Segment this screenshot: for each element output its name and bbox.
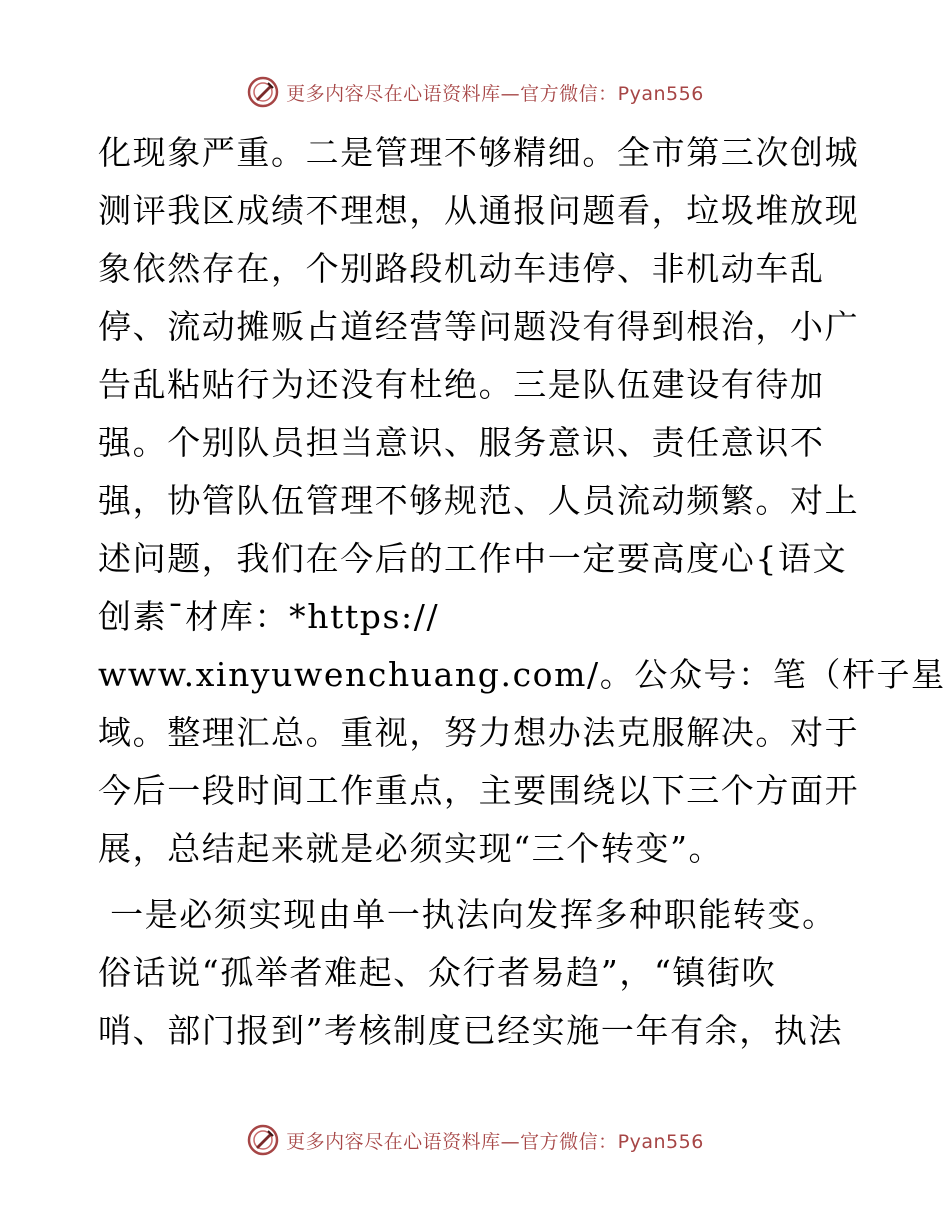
text-line: 象依然存在，个别路段机动车违停、非机动车乱 [98,249,825,288]
footer-banner-text: 更多内容尽在心语资料库—官方微信：Pyan556 [286,1130,704,1153]
seal-logo-icon [246,75,280,109]
text-line: 述问题，我们在今后的工作中一定要高度心{语文 [98,539,848,578]
text-line: 一是必须实现由单一执法向发挥多种职能转变。 [98,895,837,934]
footer-banner [0,1118,950,1162]
text-line: 停、流动摊贩占道经营等问题没有得到根治，小广 [98,307,860,346]
text-line: 创素¯材库：*https:// [98,597,440,636]
text-line: www.xinyuwenchuang.com/。公众号：笔（杆子星 [98,655,946,694]
text-line: 域。整理汇总。重视，努力想办法克服解决。对于 [98,713,860,752]
text-line: 强，协管队伍管理不够规范、人员流动频繁。对上 [98,481,860,520]
text-line: 展，总结起来就是必须实现“三个转变”。 [98,829,724,868]
text-line: 强。个别队员担当意识、服务意识、责任意识不 [98,423,825,462]
header-banner [0,70,950,114]
header-banner-text: 更多内容尽在心语资料库—官方微信：Pyan556 [286,82,704,105]
text-line: 俗话说“孤举者难起、众行者易趋”，“镇街吹 [98,953,777,992]
text-line: 今后一段时间工作重点，主要围绕以下三个方面开 [98,771,860,810]
text-line: 化现象严重。二是管理不够精细。全市第三次创城 [98,133,860,172]
seal-logo-icon [246,1123,280,1157]
paragraph-gap [98,878,858,886]
text-line: 测评我区成绩不理想，从通报问题看，垃圾堆放现 [98,191,860,230]
document-body [98,124,946,1060]
text-line: 告乱粘贴行为还没有杜绝。三是队伍建设有待加 [98,365,825,404]
text-line: 哨、部门报到”考核制度已经实施一年有余，执法 [98,1011,844,1050]
